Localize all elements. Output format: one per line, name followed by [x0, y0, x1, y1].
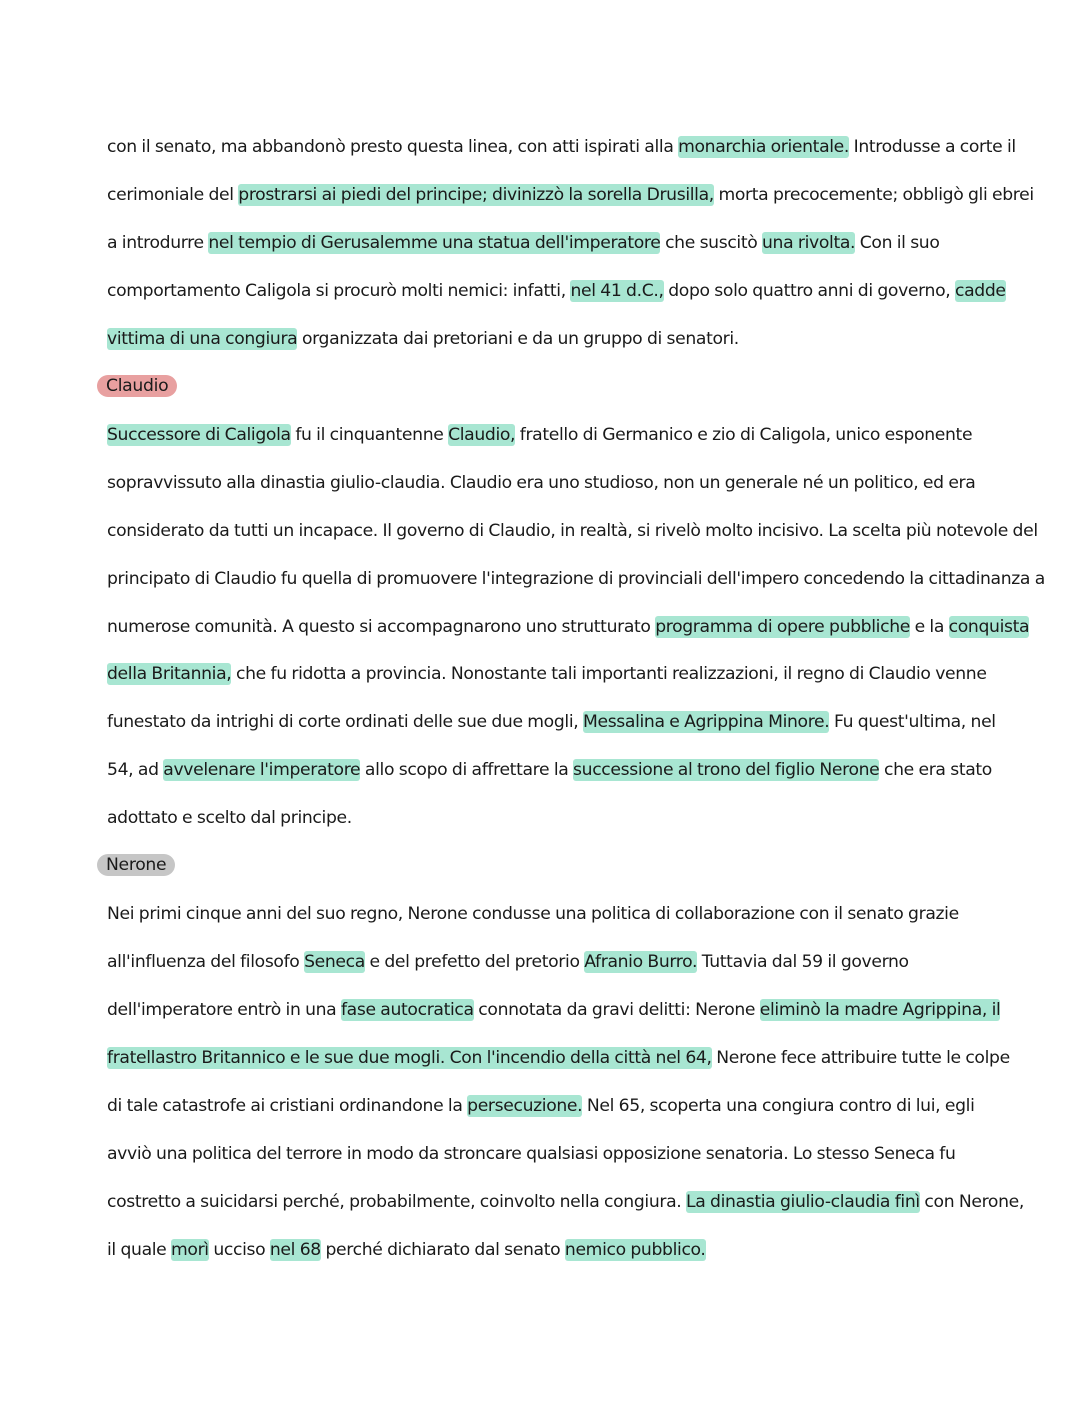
text-segment: fratello di Germanico e zio di Caligola, unico esponente [515, 425, 973, 445]
text-segment: principato di Claudio fu quella di promuovere l'integrazione di provinciali dell'impero concedendo la cittadinanza a [107, 569, 1045, 589]
text-segment: numerose comunità. A questo si accompagnarono uno strutturato [107, 617, 656, 637]
paragraph-line [107, 801, 1020, 835]
paragraph-line [107, 226, 1020, 260]
text-segment: dopo solo quattro anni di governo, [663, 281, 955, 301]
text-segment: allo scopo di affrettare la [360, 760, 574, 780]
highlighted-text: nel tempio di Gerusalemme una statua dell'imperatore [208, 233, 661, 253]
highlighted-text: successione al trono del figlio Nerone [573, 760, 880, 780]
text-segment: all'influenza del filosofo [107, 952, 305, 972]
text-segment: Tuttavia dal 59 il governo [697, 952, 909, 972]
text-segment: avviò una politica del terrore in modo da stroncare qualsiasi opposizione senatoria. Lo stesso Seneca fu [107, 1144, 956, 1164]
paragraph-line [107, 178, 1034, 212]
text-segment: a introdurre [107, 233, 209, 253]
paragraph-line [107, 657, 1020, 691]
paragraph-line [107, 514, 1038, 548]
section-heading-claudio: Claudio [97, 375, 177, 397]
text-segment: 54, ad [107, 760, 164, 780]
paragraph-line [107, 993, 1020, 1027]
highlighted-text: monarchia orientale. [678, 137, 850, 157]
text-segment: che suscitò [660, 233, 763, 253]
highlighted-text: programma di opere pubbliche [655, 617, 910, 637]
text-segment: cerimoniale del [107, 185, 239, 205]
text-segment: e la [909, 617, 949, 637]
highlighted-text: nemico pubblico. [564, 1240, 706, 1260]
text-segment: comportamento Caligola si procurò molti nemici: infatti, [107, 281, 571, 301]
text-segment: con il senato, ma abbandonò presto questa linea, con atti ispirati alla [107, 137, 679, 157]
highlighted-text: eliminò la madre Agrippina, il [759, 1000, 1001, 1020]
text-segment: morta precocemente; obbligò gli ebrei [713, 185, 1034, 205]
text-segment: connotata da gravi delitti: Nerone [473, 1000, 760, 1020]
highlighted-text: Messalina e Agrippina Minore. [582, 712, 830, 732]
highlighted-text: persecuzione. [467, 1096, 583, 1116]
text-segment: Nel 65, scoperta una congiura contro di lui, egli [582, 1096, 975, 1116]
highlighted-text: morì [171, 1240, 209, 1260]
paragraph-line [107, 562, 1045, 596]
highlighted-text: fase autocratica [340, 1000, 474, 1020]
highlighted-text: cadde [955, 281, 1006, 301]
highlighted-text: La dinastia giulio-claudia finì [686, 1192, 920, 1212]
paragraph-line [107, 945, 1020, 979]
text-segment: funestato da intrighi di corte ordinati delle sue due mogli, [107, 712, 583, 732]
paragraph-line [107, 705, 1020, 739]
paragraph-line [107, 1233, 1020, 1267]
text-segment: adottato e scelto dal principe. [107, 808, 352, 828]
text-segment: considerato da tutti un incapace. Il governo di Claudio, in realtà, si rivelò molto incisivo. La scelta più notevole del [107, 521, 1038, 541]
paragraph-line [107, 1137, 1020, 1171]
text-segment: Nei primi cinque anni del suo regno, Nerone condusse una politica di collaborazione con il senato grazie [107, 904, 959, 924]
paragraph-line [107, 1041, 1020, 1075]
text-segment: Fu quest'ultima, nel [829, 712, 996, 732]
highlighted-text: della Britannia, [107, 664, 232, 684]
paragraph-line [107, 418, 1020, 452]
highlighted-text: Claudio, [448, 425, 516, 445]
text-segment: dell'imperatore entrò in una [107, 1000, 341, 1020]
highlighted-text: una rivolta. [762, 233, 856, 253]
highlighted-text: nel 68 [269, 1240, 321, 1260]
paragraph-line [107, 1185, 1024, 1219]
paragraph-line [107, 130, 1020, 164]
highlighted-text: conquista [948, 617, 1030, 637]
paragraph-line [107, 897, 1020, 931]
text-segment: organizzata dai pretoriani e da un gruppo di senatori. [297, 329, 739, 349]
text-segment: Con il suo [855, 233, 940, 253]
section-heading-nerone: Nerone [97, 854, 175, 876]
highlighted-text: Successore di Caligola [107, 425, 291, 445]
text-segment: perché dichiarato dal senato [320, 1240, 565, 1260]
paragraph-line [107, 466, 1020, 500]
text-segment: e del prefetto del pretorio [364, 952, 585, 972]
highlighted-text: vittima di una congiura [107, 329, 298, 349]
text-segment: costretto a suicidarsi perché, probabilmente, coinvolto nella congiura. [107, 1192, 687, 1212]
text-segment: con Nerone, [919, 1192, 1024, 1212]
text-segment: che era stato [879, 760, 992, 780]
paragraph-line [107, 322, 1020, 356]
text-segment: sopravvissuto alla dinastia giulio-claudia. Claudio era uno studioso, non un generale né un politico, ed era [107, 473, 976, 493]
text-segment: il quale [107, 1240, 172, 1260]
text-segment: Nerone fece attribuire tutte le colpe [711, 1048, 1010, 1068]
text-segment: di tale catastrofe ai cristiani ordinandone la [107, 1096, 468, 1116]
highlighted-text: prostrarsi ai piedi del principe; divinizzò la sorella Drusilla, [238, 185, 714, 205]
paragraph-line [107, 1089, 1020, 1123]
highlighted-text: avvelenare l'imperatore [163, 760, 361, 780]
paragraph-line [107, 610, 1030, 644]
paragraph-line [107, 753, 1020, 787]
text-segment: ucciso [208, 1240, 270, 1260]
highlighted-text: nel 41 d.C., [570, 281, 664, 301]
text-segment: che fu ridotta a provincia. Nonostante tali importanti realizzazioni, il regno di Claudio venne [231, 664, 987, 684]
highlighted-text: Afranio Burro. [584, 952, 698, 972]
text-segment: Introdusse a corte il [849, 137, 1016, 157]
text-segment: fu il cinquantenne [290, 425, 449, 445]
highlighted-text: Seneca [304, 952, 365, 972]
highlighted-text: fratellastro Britannico e le sue due mogli. Con l'incendio della città nel 64, [107, 1048, 712, 1068]
paragraph-line [107, 274, 1020, 308]
